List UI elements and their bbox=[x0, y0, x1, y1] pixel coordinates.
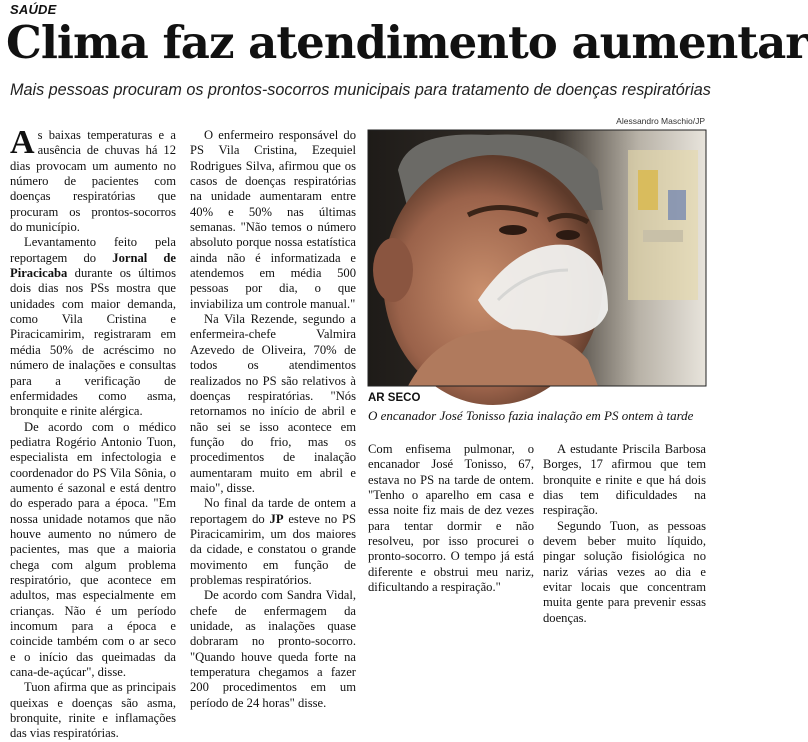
subheadline: Mais pessoas procuram os prontos-socorros municipais para tratamento de doenças respiratórias bbox=[10, 81, 711, 99]
photo-credit: Alessandro Maschio/JP bbox=[616, 116, 705, 126]
paragraph-text: No final da tarde de ontem a reportagem do bbox=[190, 496, 356, 526]
paragraph bbox=[10, 235, 176, 419]
paragraph: De acordo com Sandra Vidal, chefe de enfermagem da unidade, as inalações quase dobraram no pronto-socorro. "Quando houve queda forte na temperatura chegamos a fazer 200 procedimentos em um período de 24 horas" disse. bbox=[190, 588, 356, 710]
news-photo bbox=[368, 130, 706, 386]
paragraph: A estudante Priscila Barbosa Borges, 17 afirmou que tem bronquite e rinite e que há dois dias tem dificuldades na respiração. bbox=[543, 442, 706, 518]
paragraph: Na Vila Rezende, segundo a enfermeira-chefe Valmira Azevedo de Oliveira, 70% de todos os atendimentos realizados no PS são relativos à doenças respiratórias. "Nós retornamos no início de abril e não sei se isso acontece em função do frio, mas os procedimentos de inalação aumentaram muito em abril e maio", disse. bbox=[190, 312, 356, 495]
paragraph-text: durante os últimos dois dias nos PSs mostra que unidades com maior demanda, como Vila Cristina e Piracicamirim, registraram em média 50% de acréscimo no número de inalações e consultas para a verificação de enfermidades como asma, bronquite e rinite alérgica. bbox=[10, 266, 176, 419]
drop-cap: A bbox=[10, 124, 35, 161]
paragraph: Segundo Tuon, as pessoas devem beber muito líquido, pingar solução fisiológica no nariz várias vezes ao dia e evitar locais que concentram muita gente para prevenir essas doenças. bbox=[543, 518, 706, 625]
article-column-3 bbox=[368, 442, 534, 618]
paragraph: De acordo com o médico pediatra Rogério Antonio Tuon, especialista em infectologia e coordenador do PS Vila Sônia, o aumento é sazonal e está dentro do esperado para a época. "Em nossa unidade notamos que não houve aumento no número de pacientes, mas que a maioria chega com algum problema respiratório, que acontece em adultos, mas especialmente em crianças. Não é um período incomum para a época e coincide também com o ar seco e o início das queimadas da cana-de-açúcar", disse. bbox=[10, 419, 176, 680]
newspaper-abbrev: JP bbox=[269, 511, 284, 526]
paragraph: Com enfisema pulmonar, o encanador José Tonisso, 67, estava no PS na tarde de ontem. "Tenho o aparelho em casa e essa noite fiz mais de dez vezes para tentar dormir e não resolveu, por isso procurei o pronto-socorro. O tempo já está diferente e obstrui meu nariz, dificultando a respiração." bbox=[368, 442, 534, 595]
paragraph-text: esteve no PS Piracicamirim, um dos maiores da cidade, e constatou o grande movimento em função de problemas respiratórios. bbox=[190, 511, 357, 587]
man-inhaler-photo bbox=[368, 130, 706, 386]
paragraph-text: Levantamento feito pela reportagem do bbox=[10, 235, 176, 265]
paragraph-text: s baixas temperaturas e a ausência de chuvas há 12 dias provocam um aumento no número de pacientes com doenças respiratórias que procuram os prontos-socorros do município. bbox=[10, 128, 176, 235]
newspaper-name: Jornal de Piracicaba bbox=[10, 250, 177, 281]
paragraph bbox=[190, 496, 356, 588]
paragraph: Tuon afirma que as principais queixas e doenças são asma, bronquite, rinite e inflamações das vias respiratórias. bbox=[10, 680, 176, 741]
article-column-1 bbox=[10, 124, 177, 741]
paragraph bbox=[10, 124, 176, 235]
caption-title: AR SECO bbox=[368, 392, 421, 404]
caption-text: O encanador José Tonisso fazia inalação em PS ontem à tarde bbox=[368, 408, 694, 423]
headline: Clima faz atendimento aumentar bbox=[6, 16, 808, 69]
paragraph: O enfermeiro responsável do PS Vila Cristina, Ezequiel Rodrigues Silva, afirmou que os casos de doenças respiratórias na unidade aumentaram entre 40% e 50% nas últimas semanas. "Não temos o número absoluto porque nossa estatística ainda não é informatizada e atendemos em média 500 pessoas por dia, o que inviabiliza um controle manual." bbox=[190, 128, 356, 311]
section-tag: SAÚDE bbox=[10, 2, 57, 17]
article-column-4 bbox=[543, 442, 706, 625]
article-column-2 bbox=[190, 128, 357, 710]
